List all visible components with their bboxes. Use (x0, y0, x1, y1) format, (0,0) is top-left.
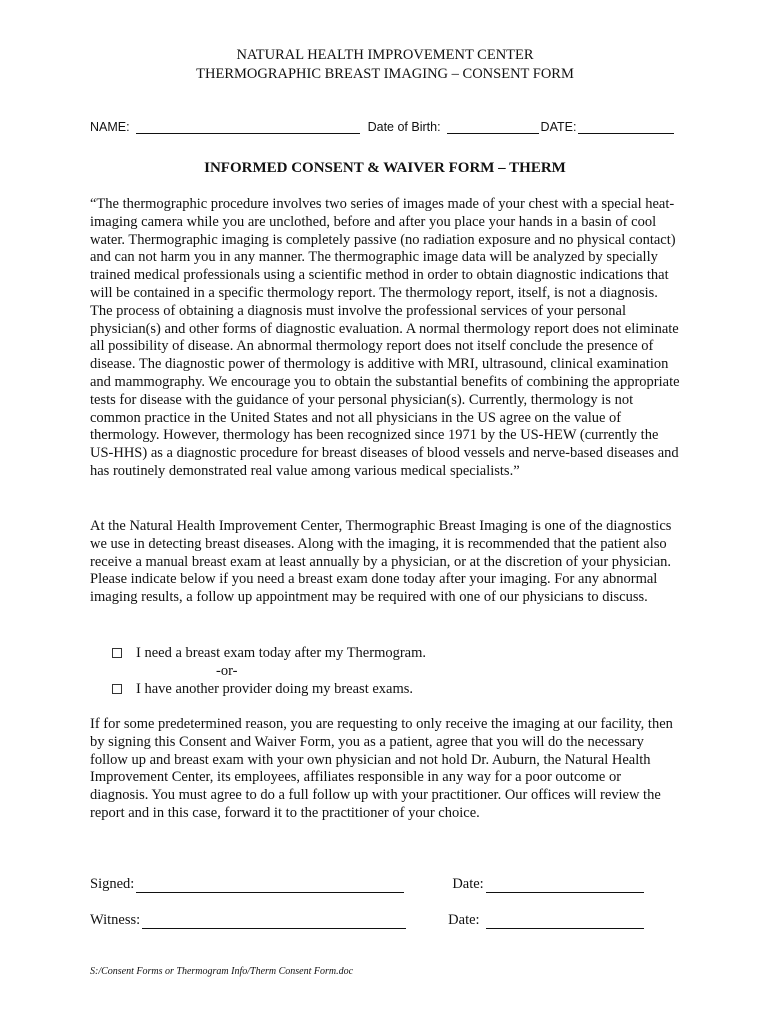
form-header (0, 46, 770, 84)
sign-date-field[interactable] (486, 878, 644, 893)
patient-info-row (90, 120, 690, 134)
date-field[interactable] (578, 121, 674, 134)
signed-label: Signed: (90, 876, 135, 892)
dob-field[interactable] (447, 121, 539, 134)
signature-field[interactable] (136, 878, 404, 893)
option-label: I have another provider doing my breast exams. (136, 681, 414, 697)
or-separator: -or- (216, 663, 238, 679)
dob-label: Date of Birth: (367, 120, 441, 134)
checkbox-icon[interactable] (112, 684, 122, 694)
name-label: NAME: (90, 120, 130, 134)
center-name: NATURAL HEALTH IMPROVEMENT CENTER (236, 47, 534, 63)
witness-date-field[interactable] (486, 914, 644, 929)
checkbox-icon[interactable] (112, 648, 122, 658)
file-path-footer: S:/Consent Forms or Thermogram Info/Therm Consent Form.doc (90, 966, 354, 977)
witness-field[interactable] (142, 914, 406, 929)
name-field[interactable] (136, 121, 360, 134)
option-label: I need a breast exam today after my Thermogram. (136, 645, 427, 661)
signature-row (90, 876, 680, 893)
section-title: INFORMED CONSENT & WAIVER FORM – THERM (204, 160, 566, 176)
witness-label: Witness: (90, 912, 141, 928)
waiver-paragraph: If for some predetermined reason, you are requesting to only receive the imaging at our facility, then by signing this Consent and Waiver Form, you as a patient, agree that you will do the necessary follow up and breast exam with your own physician and not hold Dr. Auburn, the Natural Health Improvement Center, its employees, affiliates responsible in any way for a poor outcome or diagnosis. You must agree to do a full follow up with your practitioner. Our offices will review the report and in this case, forward it to the practitioner of your choice. (90, 716, 673, 821)
option-other-provider[interactable] (112, 680, 672, 698)
sign-date-label: Date: (452, 876, 484, 892)
center-paragraph: At the Natural Health Improvement Center, Thermographic Breast Imaging is one of the diagnostics we use in detecting breast diseases. Along with the imaging, it is recommended that the patient also receive a manual breast exam at least annually by a physician, or at the discretion of your physician. Please indicate below if you need a breast exam done today after your imaging. For any abnormal imaging results, a follow up appointment may be required with one of our physicians to discuss. (90, 518, 672, 606)
date-label: DATE: (540, 120, 577, 134)
form-title: THERMOGRAPHIC BREAST IMAGING – CONSENT FORM (196, 66, 574, 82)
exam-options (112, 644, 672, 698)
option-breast-exam-today[interactable] (112, 644, 672, 662)
witness-row (90, 912, 680, 929)
quote-paragraph: “The thermographic procedure involves two series of images made of your chest with a special heat-imaging camera while you are unclothed, before and after you place your hands in a basin of cool water. Thermographic imaging is completely passive (no radiation exposure and no physical contact) and can not harm you in any manner. The thermographic image data will be analyzed by specially trained medical professionals using a scientific method in order to obtain diagnostic indications that will be contained in a specific thermology report. The thermology report, itself, is not a diagnosis. The process of obtaining a diagnosis must involve the professional services of your personal physician(s) and other forms of diagnostic evaluation. A normal thermology report does not eliminate all possibility of disease. An abnormal thermology report does not itself conclude the presence of disease. The diagnostic power of thermology is additive with MRI, ultrasound, clinical examination and mammography. We encourage you to obtain the substantial benefits of combining the appropriate tests for disease with the guidance of your personal physician(s). Currently, thermology is not common practice in the United States and not all physicians in the US agree on the value of thermology. However, thermology has been recognized since 1971 by the US-HEW (currently the US-HHS) as a diagnostic procedure for breast diseases of blood vessels and nerve-based diseases and has routinely demonstrated real value among various medical specialists.” (90, 196, 680, 479)
witness-date-label: Date: (448, 912, 480, 928)
